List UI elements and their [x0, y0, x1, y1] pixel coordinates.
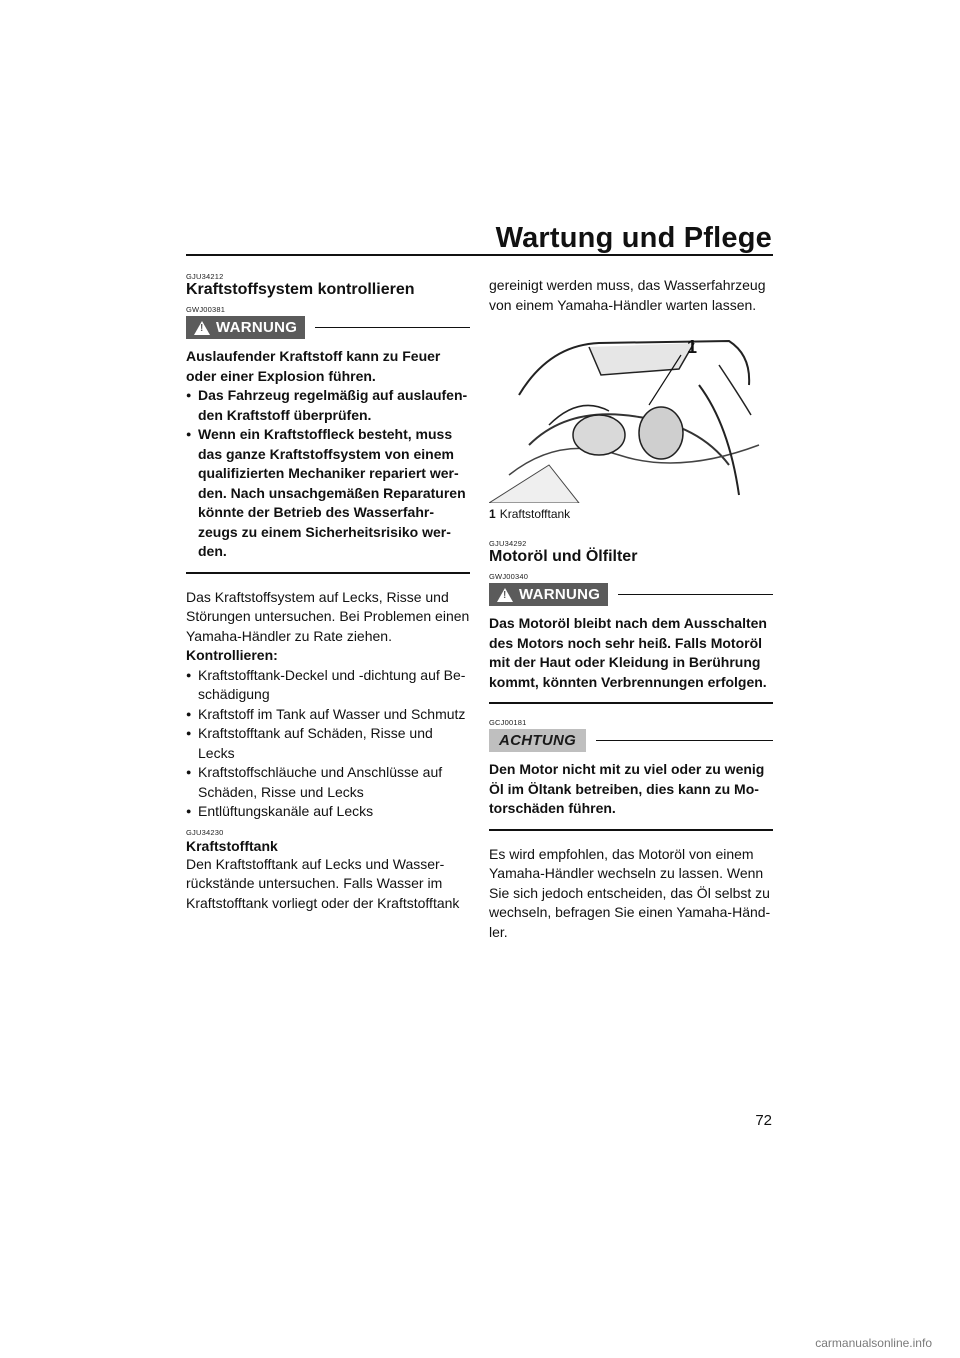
fuel-tank-photo	[489, 325, 773, 503]
warning-rule	[315, 327, 470, 328]
photo-caption	[489, 507, 773, 521]
check-list	[186, 666, 470, 822]
paragraph: Es wird empfohlen, das Motoröl von einem Yamaha-Händler wechseln zu lassen. Wenn Sie sich jedoch entscheiden, das Öl selbst zu wechseln, befragen Sie einen Yamaha-Händ-ler.	[489, 845, 771, 940]
warning-list	[186, 386, 470, 562]
subheading-fuel-tank: Kraftstofftank	[186, 837, 278, 854]
list-item: ● Entlüftungskanäle auf Lecks	[186, 802, 470, 822]
page-number: 72	[755, 1112, 772, 1129]
caution-bottom-rule	[489, 829, 773, 831]
left-column	[186, 272, 470, 913]
warning-triangle-icon	[194, 321, 210, 335]
list-item: ● Kraftstoff im Tank auf Wasser und Schmutz	[186, 705, 470, 725]
caution-header	[489, 729, 773, 752]
warning-bottom-rule	[489, 702, 773, 704]
page-title: Wartung und Pflege	[495, 222, 772, 254]
warning-code: GWJ00381	[186, 305, 226, 314]
warning-header	[186, 316, 470, 339]
section-code: GJU34292	[489, 539, 527, 548]
caution-code: GCJ00181	[489, 718, 527, 727]
warning-text: Auslaufender Kraftstoff kann zu Feuer oder einer Explosion führen.	[186, 348, 441, 384]
caution-text: Den Motor nicht mit zu viel oder zu wenig Öl im Öltank betreiben, dies kann zu Mo-torschäden führen.	[489, 761, 765, 816]
warning-text: Das Motoröl bleibt nach dem Ausschalten des Motors noch sehr heiß. Falls Motoröl mit der Haut oder Kleidung in Berührung kommt, könnten Verbrennungen erfolgen.	[489, 615, 767, 690]
caption-number: 1	[489, 507, 496, 521]
warning-header	[489, 583, 773, 606]
warning-badge	[186, 316, 305, 339]
list-item: ● Kraftstofftank auf Schäden, Risse und Lecks	[186, 724, 470, 763]
warning-label: WARNUNG	[216, 319, 298, 336]
caption-text: Kraftstofftank	[499, 507, 571, 521]
warning-triangle-icon	[497, 588, 513, 602]
right-column	[489, 276, 773, 942]
caution-rule	[596, 740, 773, 741]
list-item: ● Wenn ein Kraftstoffleck besteht, muss das ganze Kraftstoffsystem von einem qualifizierten Mechaniker repariert wer-den. Nach unsachgemäßen Reparaturen könnte der Betrieb des Wasserfahr-zeugs zu einem Sicherheitsrisiko wer-den.	[186, 425, 470, 562]
warning-badge	[489, 583, 608, 606]
section-heading-fuel-system: Kraftstoffsystem kontrollieren	[186, 281, 415, 298]
warning-code: GWJ00340	[489, 572, 529, 581]
paragraph: gereinigt werden muss, das Wasserfahrzeug von einem Yamaha-Händler warten lassen.	[489, 277, 766, 313]
warning-bottom-rule	[186, 572, 470, 574]
section-code: GJU34230	[186, 827, 224, 837]
warning-label: WARNUNG	[519, 586, 601, 603]
list-item: ● Das Fahrzeug regelmäßig auf auslaufen-den Kraftstoff überprüfen.	[186, 386, 470, 425]
section-code: GJU34212	[186, 272, 224, 281]
list-item: ● Kraftstoffschläuche und Anschlüsse auf Schäden, Risse und Lecks	[186, 763, 470, 802]
paragraph: Den Kraftstofftank auf Lecks und Wasser-rückstände untersuchen. Falls Wasser im Kraftstofftank vorliegt oder der Kraftstofftank	[186, 855, 460, 911]
paragraph: Das Kraftstoffsystem auf Lecks, Risse und Störungen untersuchen. Bei Problemen einen Yamaha-Händler zu Rate ziehen.	[186, 588, 470, 644]
photo-callout: 1	[687, 337, 698, 357]
warning-rule	[618, 594, 773, 595]
section-heading-engine-oil: Motoröl und Ölfilter	[489, 548, 638, 565]
check-heading: Kontrollieren:	[186, 647, 278, 663]
list-item: ● Kraftstofftank-Deckel und -dichtung auf Be-schädigung	[186, 666, 470, 705]
caution-badge: ACHTUNG	[489, 729, 586, 752]
header-rule	[186, 254, 773, 256]
watermark: carmanualsonline.info	[815, 1336, 932, 1350]
